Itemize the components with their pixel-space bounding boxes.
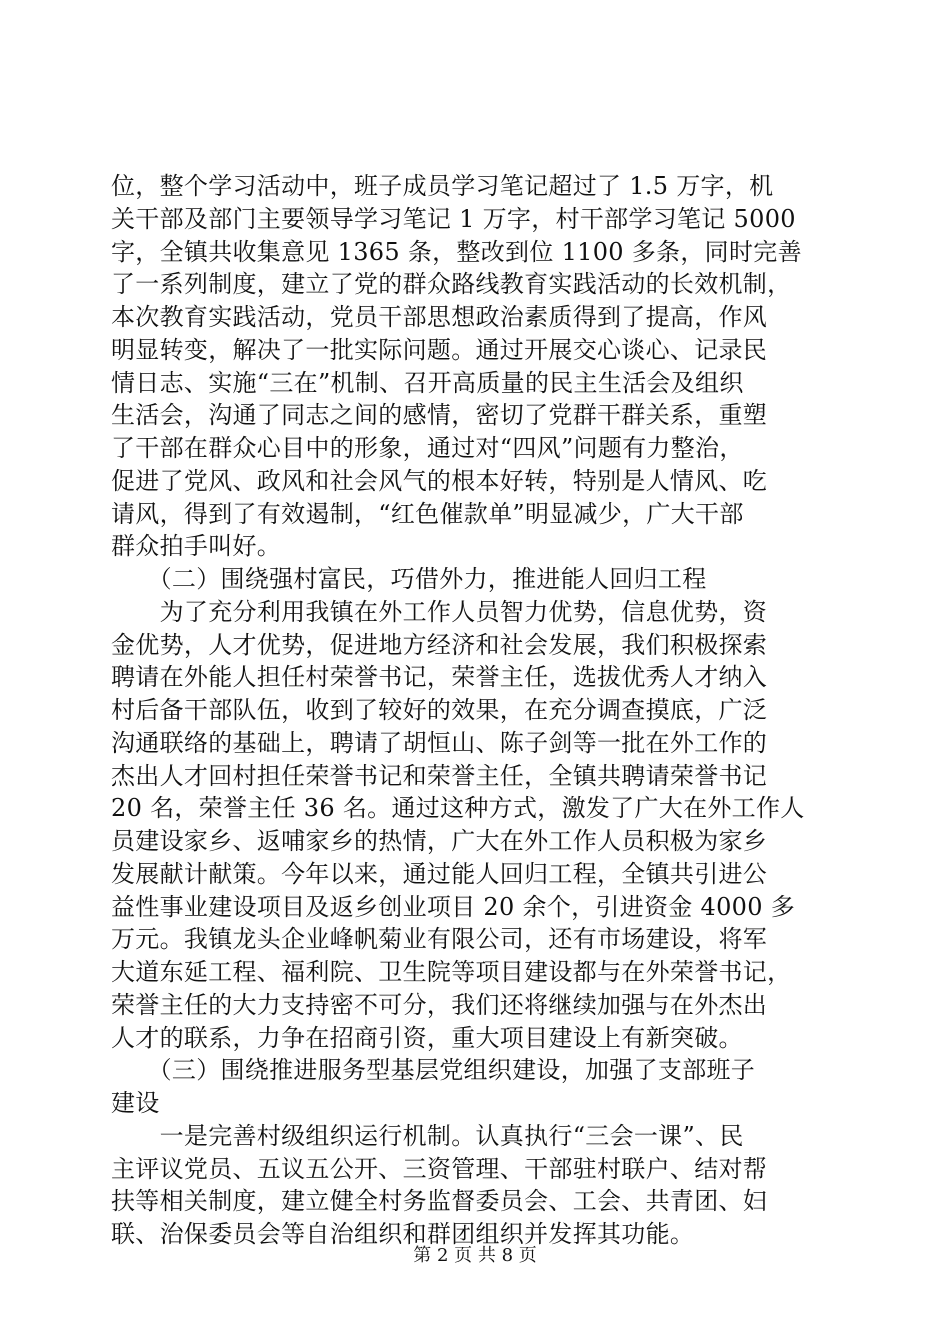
text-line: 明显转变，解决了一批实际问题。通过开展交心谈心、记录民	[111, 335, 768, 364]
text-line: （二）围绕强村富民，巧借外力，推进能人回归工程	[111, 565, 707, 593]
text-line: 位，整个学习活动中，班子成员学习笔记超过了 1.5 万字，机	[111, 172, 774, 200]
text-line: 沟通联络的基础上，聘请了胡恒山、陈子剑等一批在外工作的	[111, 728, 768, 757]
text-line: 本次教育实践活动，党员干部思想政治素质得到了提高，作风	[111, 303, 768, 331]
text-line: 益性事业建设项目及返乡创业项目 20 余个，引进资金 4000 多	[111, 892, 796, 921]
text-line: 关干部及部门主要领导学习笔记 1 万字，村干部学习笔记 5000	[111, 204, 796, 233]
text-line: 了一系列制度，建立了党的群众路线教育实践活动的长效机制，	[111, 270, 792, 299]
text-line: 人才的联系，力争在招商引资，重大项目建设上有新突破。	[111, 1023, 743, 1052]
text-line: 万元。我镇龙头企业峰帆菊业有限公司，还有市场建设，将军	[111, 925, 768, 954]
text-line: 聘请在外能人担任村荣誉书记，荣誉主任，选拔优秀人才纳入	[111, 663, 768, 692]
text-line: 20 名，荣誉主任 36 名。通过这种方式，激发了广大在外工作人	[111, 794, 805, 823]
text-line: 杰出人才回村担任荣誉书记和荣誉主任，全镇共聘请荣誉书记	[111, 761, 768, 790]
text-line: 荣誉主任的大力支持密不可分，我们还将继续加强与在外杰出	[111, 990, 768, 1019]
text-line: 发展献计献策。今年以来，通过能人回归工程，全镇共引进公	[111, 859, 768, 888]
text-line: 为了充分利用我镇在外工作人员智力优势，信息优势，资	[111, 597, 768, 626]
text-line: 字，全镇共收集意见 1365 条，整改到位 1100 多条，同时完善	[111, 237, 802, 266]
text-line: 情日志、实施“三在”机制、召开高质量的民主生活会及组织	[111, 368, 744, 397]
text-line: 联、治保委员会等自治组织和群团组织并发挥其功能。	[111, 1220, 695, 1248]
text-line: 了干部在群众心目中的形象，通过对“四风”问题有力整治，	[111, 434, 744, 462]
text-line: 群众拍手叫好。	[111, 532, 282, 561]
text-line: 请风，得到了有效遏制，“红色催款单”明显减少，广大干部	[111, 499, 744, 528]
page-footer: 第 2 页 共 8 页	[413, 1245, 537, 1266]
text-line: （三）围绕推进服务型基层党组织建设，加强了支部班子	[111, 1056, 756, 1085]
text-line: 生活会，沟通了同志之间的感情，密切了党群干群关系，重塑	[111, 401, 768, 430]
text-line: 建设	[111, 1089, 160, 1117]
text-line: 促进了党风、政风和社会风气的根本好转，特别是人情风、吃	[111, 466, 768, 495]
text-line: 员建设家乡、返哺家乡的热情，广大在外工作人员积极为家乡	[111, 827, 768, 855]
text-line: 金优势，人才优势，促进地方经济和社会发展，我们积极探索	[111, 630, 768, 659]
text-line: 大道东延工程、福利院、卫生院等项目建设都与在外荣誉书记，	[111, 958, 792, 986]
body-text	[111, 170, 843, 1251]
text-line: 扶等相关制度，建立健全村务监督委员会、工会、共青团、妇	[111, 1187, 768, 1216]
text-line: 一是完善村级组织运行机制。认真执行“三会一课”、民	[111, 1121, 744, 1150]
text-line: 主评议党员、五议五公开、三资管理、干部驻村联户、结对帮	[111, 1154, 768, 1183]
text-line: 村后备干部队伍，收到了较好的效果，在充分调查摸底，广泛	[111, 696, 768, 724]
